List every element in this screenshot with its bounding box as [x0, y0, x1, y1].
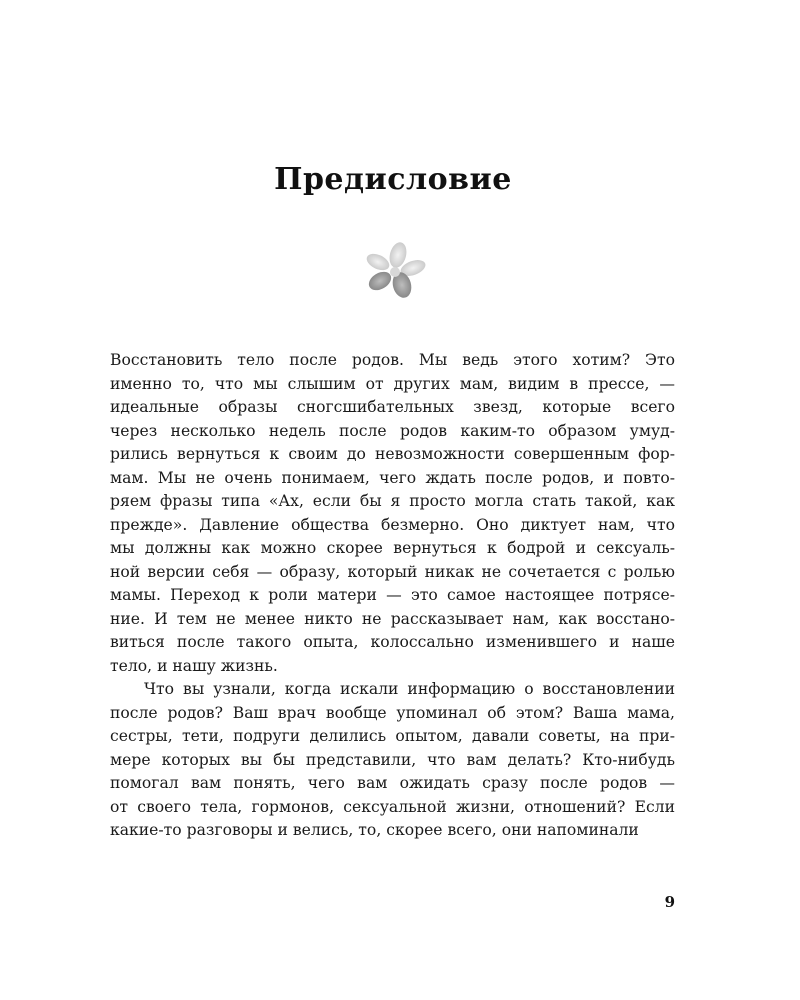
text-line: идеальные образы сногсшибательных звезд, которые всего — [110, 398, 675, 416]
text-line: ние. И тем не менее никто не рассказывает нам, как восстано- — [110, 609, 675, 628]
text-line: Восстановить тело после родов. Мы ведь этого хотим? Это — [110, 351, 675, 369]
text-line: мы должны как можно скорее вернуться к бодрой и сексуаль- — [110, 539, 675, 557]
flower-icon — [358, 240, 428, 302]
text-line: рились вернуться к своим до невозможности совершенным фор- — [110, 445, 675, 463]
paragraph — [110, 678, 675, 843]
text-line: через несколько недель после родов каким-то образом умуд- — [110, 421, 675, 440]
paragraph — [110, 349, 675, 678]
text-line: ряем фразы типа «Ах, если бы я просто могла стать такой, как — [110, 492, 675, 510]
page-title: Предисловие — [274, 162, 512, 197]
text-line: ной версии себя — образу, который никак не сочетается с ролью — [110, 562, 675, 581]
text-line: именно то, что мы слышим от других мам, видим в прессе, — — [110, 374, 675, 393]
text-line: сестры, тети, подруги делились опытом, давали советы, на при- — [110, 727, 675, 745]
page-number: 9 — [664, 893, 675, 911]
text-line: мамы. Переход к роли матери — это самое настоящее потрясе- — [110, 586, 675, 604]
text-line: какие-то разговоры и велись, то, скорее всего, они напоминали — [110, 821, 639, 839]
body-text — [110, 349, 675, 843]
text-line: мам. Мы не очень понимаем, чего ждать после родов, и повто- — [110, 468, 675, 487]
text-line: помогал вам понять, чего вам ожидать сразу после родов — — [110, 774, 675, 792]
text-line: прежде». Давление общества безмерно. Оно диктует нам, что — [110, 515, 675, 534]
text-line: мере которых вы бы представили, что вам делать? Кто-нибудь — [110, 750, 675, 769]
text-line: от своего тела, гормонов, сексуальной жизни, отношений? Если — [110, 797, 675, 816]
text-line: после родов? Ваш врач вообще упоминал об этом? Ваша мама, — [110, 703, 675, 722]
text-line: тело, и нашу жизнь. — [110, 656, 278, 675]
text-line: виться после такого опыта, колоссально изменившего и наше — [110, 633, 675, 651]
text-line: Что вы узнали, когда искали информацию о восстановлении — [144, 680, 675, 698]
